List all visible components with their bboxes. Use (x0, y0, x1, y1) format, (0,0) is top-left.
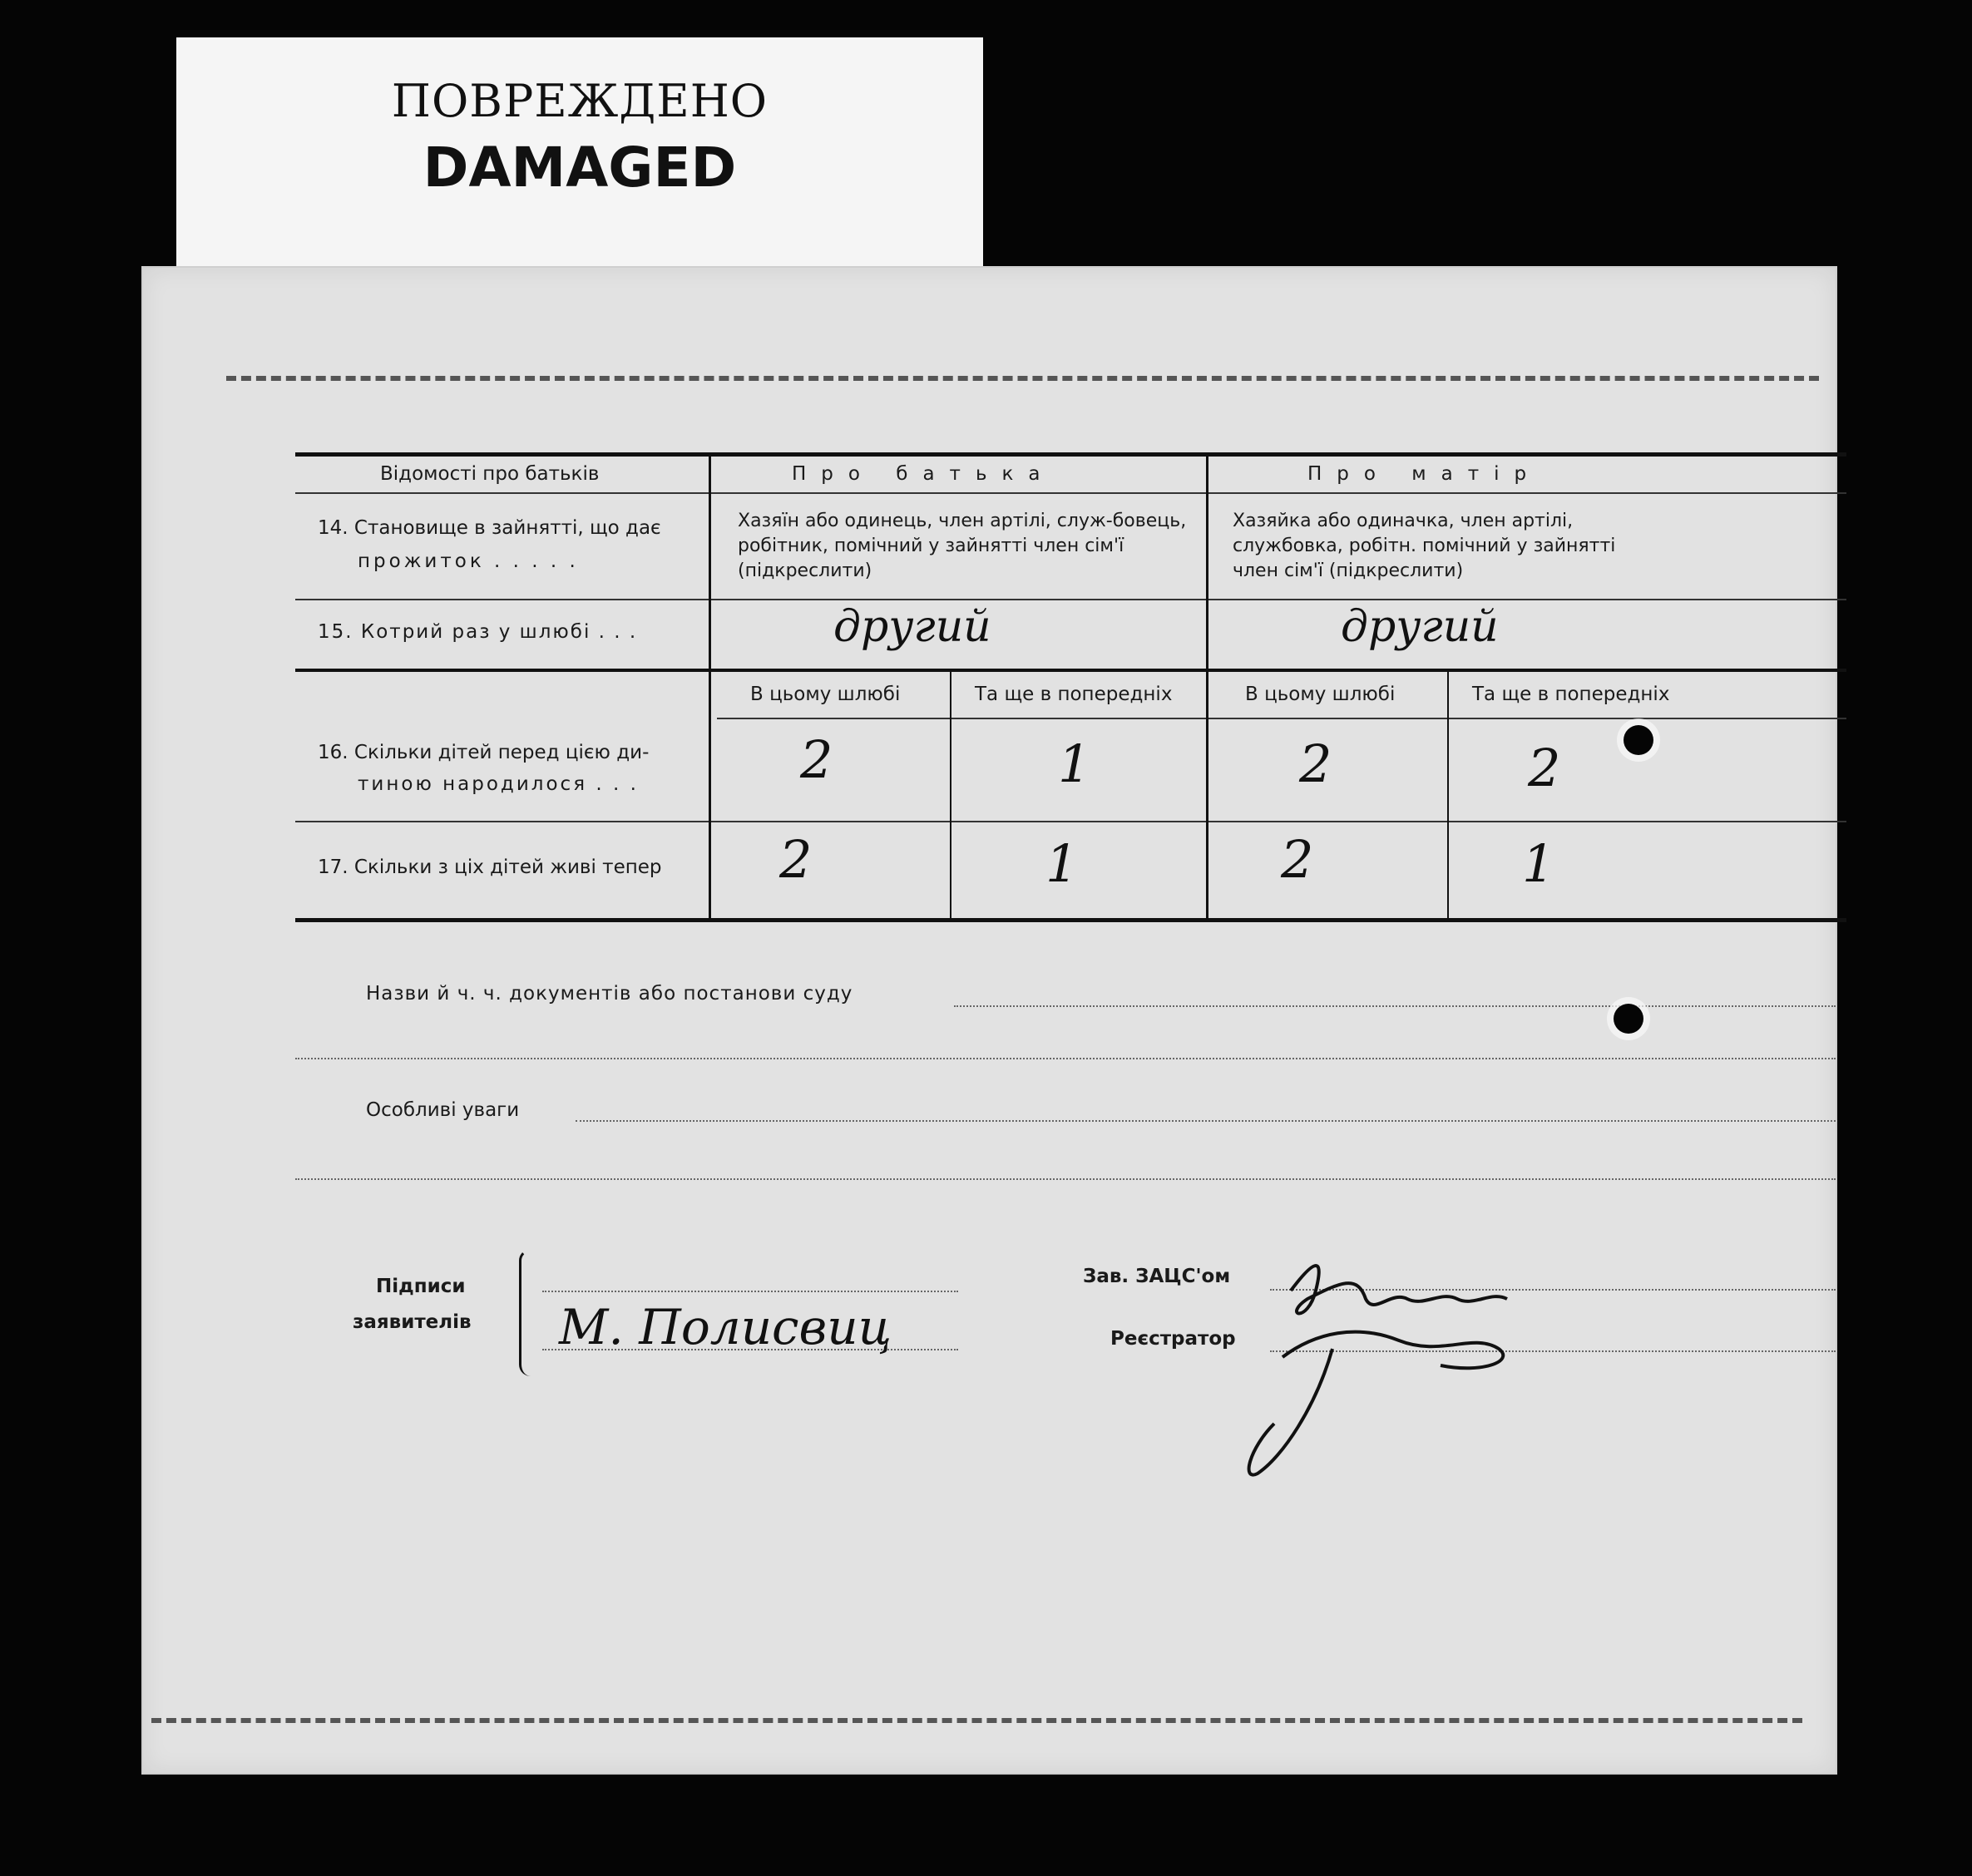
row17-label: 17. Скільки з ціх дітей живі тепер (318, 857, 662, 878)
table-top-rule (295, 452, 1846, 457)
applicant-signature-line-1 (542, 1291, 958, 1292)
applicants-bracket (519, 1249, 536, 1376)
header-rule (295, 492, 1846, 494)
row16-father-this-value: 2 (800, 729, 833, 790)
header-about-mother: Про матір (1307, 463, 1542, 485)
row15-father-value: другий (833, 602, 991, 652)
row14-label-line2: прожиток . . . . . (358, 550, 579, 572)
subheader-mother-previous: Та ще в попередніх (1472, 684, 1670, 705)
notes-label: Особливі уваги (366, 1099, 520, 1121)
label-english: DAMAGED (423, 136, 737, 200)
father-subdivider (950, 672, 951, 918)
row16-rule (295, 821, 1846, 822)
applicants-label-line2: заявителів (353, 1311, 472, 1333)
label-russian: ПОВРЕЖДЕНО (391, 75, 769, 127)
header-about-father: Про батька (792, 463, 1055, 485)
subheader-father-this-marriage: В цьому шлюбі (750, 684, 901, 705)
subheader-father-previous: Та ще в попередніх (975, 684, 1173, 705)
row16-mother-prev-value: 2 (1528, 738, 1561, 798)
subheader-rule (717, 718, 1846, 719)
row15-rule (295, 669, 1846, 672)
row14-mother-options: Хазяйка або одиначка, член артілі, службовка, робітн. помічний у зайнятті член сім'ї (підкреслити) (1233, 511, 1616, 581)
column-divider-2 (1206, 452, 1208, 918)
row16-father-prev-value: 1 (1058, 733, 1091, 794)
subheader-mother-this-marriage: В цьому шлюбі (1245, 684, 1396, 705)
row15-label: 15. Котрий раз у шлюбі . . . (318, 621, 638, 643)
column-divider-1 (709, 452, 711, 918)
row17-father-prev-value: 1 (1045, 833, 1079, 894)
applicant-signature: М. Полисвиц (559, 1299, 892, 1355)
row16-label-line1: 16. Скільки дітей перед цією ди- (318, 742, 650, 763)
row16-mother-this-value: 2 (1299, 733, 1332, 794)
punch-hole-2 (1614, 1004, 1643, 1034)
row17-father-this-value: 2 (779, 829, 813, 890)
documents-label: Назви й ч. ч. документів або постанови суду (366, 983, 853, 1005)
registrar-label: Реєстратор (1110, 1328, 1236, 1350)
table-bottom-rule (295, 918, 1846, 922)
header-info-about-parents: Відомості про батьків (380, 463, 600, 485)
head-of-registry-label: Зав. ЗАЦС'ом (1083, 1266, 1231, 1287)
notes-line-2 (295, 1178, 1836, 1180)
row16-label-line2: тиною народилося . . . (358, 773, 639, 795)
perforation-bottom (151, 1718, 1802, 1723)
applicants-label-line1: Підписи (376, 1276, 466, 1297)
row17-mother-this-value: 2 (1281, 829, 1314, 890)
documents-line-2 (295, 1058, 1836, 1059)
row15-mother-value: другий (1341, 602, 1499, 652)
perforation-top (226, 376, 1819, 381)
row14-label-line1: 14. Становище в зайнятті, що дає (318, 517, 661, 539)
document-sheet (141, 266, 1837, 1775)
punch-hole-1 (1624, 725, 1653, 755)
row14-father-options: Хазяїн або одинець, член артілі, служ-бовець, робітник, помічний у зайнятті член сім'ї (підкреслити) (738, 511, 1187, 581)
documents-line-1 (954, 1005, 1836, 1007)
official-signature-scribble (1191, 1241, 1540, 1490)
row17-mother-prev-value: 1 (1522, 833, 1555, 894)
row14-rule (295, 599, 1846, 600)
notes-line-1 (576, 1120, 1836, 1122)
damaged-label-card (176, 37, 983, 279)
mother-subdivider (1447, 672, 1449, 918)
